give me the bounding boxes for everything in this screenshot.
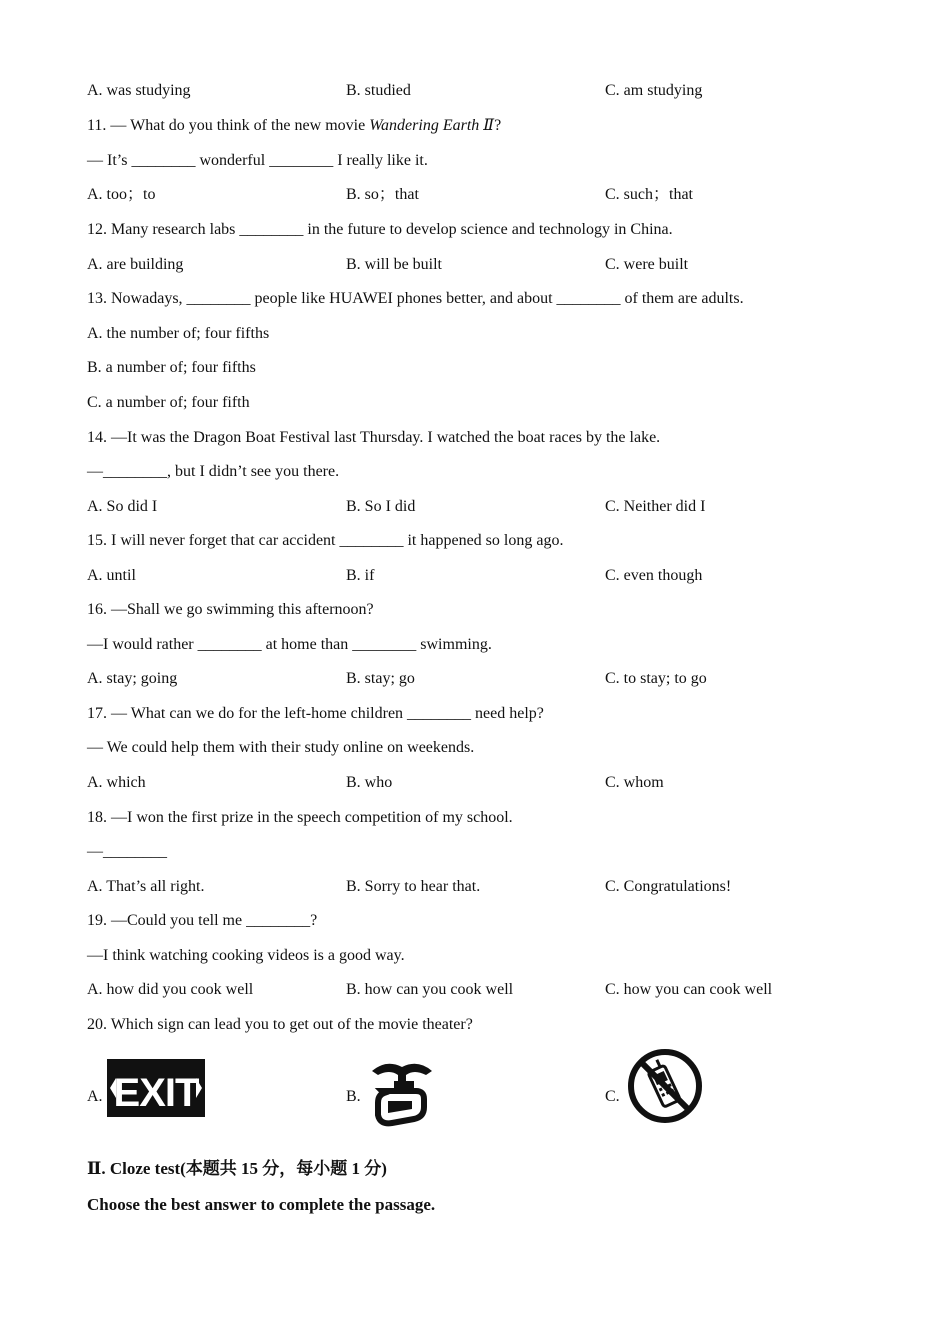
option-a: A. which	[87, 774, 146, 791]
option-a: A. That’s all right.	[87, 878, 205, 895]
option-c: C. how you can cook well	[605, 981, 773, 998]
option-a: A. So did I	[87, 498, 158, 515]
exit-sign-text: EXIT	[113, 1071, 199, 1115]
option-a: A. are building	[87, 256, 184, 273]
question-15: 15. I will never forget that car accident ________ it happened so long ago.	[87, 532, 564, 549]
option-b: B. if	[346, 567, 375, 584]
question-16-reply: —I would rather ________ at home than ________ swimming.	[87, 636, 492, 653]
section-title: Ⅱ. Cloze test(本题共 15 分，每小题 1 分)	[87, 1159, 387, 1178]
question-13: 13. Nowadays, ________ people like HUAWEI phones better, and about ________ of them are adults.	[87, 290, 744, 307]
option-a-label: A.	[87, 1088, 103, 1105]
option-c: C. such；that	[605, 186, 693, 203]
question-19: 19. —Could you tell me ________?	[87, 912, 318, 929]
option-b: B. how can you cook well	[346, 981, 514, 998]
section-instruction: Choose the best answer to complete the passage.	[87, 1195, 436, 1214]
question-19-reply: —I think watching cooking videos is a good way.	[87, 947, 405, 964]
question-14-reply: —________, but I didn’t see you there.	[87, 463, 340, 480]
option-c: C. to stay; to go	[605, 670, 707, 687]
option-b: B. a number of; four fifths	[87, 359, 256, 376]
question-12: 12. Many research labs ________ in the future to develop science and technology in China.	[87, 221, 673, 238]
question-17: 17. — What can we do for the left-home children ________ need help?	[87, 705, 544, 722]
option-c: C. were built	[605, 256, 689, 273]
option-b: B. who	[346, 774, 393, 791]
question-18-reply: —________	[87, 843, 167, 860]
option-a: A. stay; going	[87, 670, 178, 687]
option-c-label: C.	[605, 1088, 620, 1105]
option-c: C. Congratulations!	[605, 878, 732, 895]
option-b: B. will be built	[346, 256, 442, 273]
no-phone-sign-icon	[626, 1047, 704, 1125]
exit-sign-icon	[107, 1053, 205, 1123]
option-c: C. even though	[605, 567, 703, 584]
question-14: 14. —It was the Dragon Boat Festival last Thursday. I watched the boat races by the lake.	[87, 429, 661, 446]
option-c: C. am studying	[605, 82, 703, 99]
option-c: C. Neither did I	[605, 498, 706, 515]
option-a: A. the number of; four fifths	[87, 325, 270, 342]
question-11: 11. — What do you think of the new movie Wandering Earth Ⅱ?	[87, 117, 502, 134]
question-16: 16. —Shall we go swimming this afternoon?	[87, 601, 374, 618]
water-tap-sign-icon	[366, 1057, 438, 1129]
question-17-reply: — We could help them with their study online on weekends.	[87, 739, 475, 756]
option-a: A. too；to	[87, 186, 156, 203]
option-c: C. whom	[605, 774, 664, 791]
option-b: B. studied	[346, 82, 411, 99]
option-a: A. how did you cook well	[87, 981, 254, 998]
question-11-reply: — It’s ________ wonderful ________ I really like it.	[87, 152, 428, 169]
option-a: A. was studying	[87, 82, 191, 99]
option-a: A. until	[87, 567, 136, 584]
option-b: B. so；that	[346, 186, 419, 203]
option-b-label: B.	[346, 1088, 361, 1105]
option-b: B. stay; go	[346, 670, 415, 687]
option-b: B. Sorry to hear that.	[346, 878, 481, 895]
option-b: B. So I did	[346, 498, 416, 515]
question-20: 20. Which sign can lead you to get out of the movie theater?	[87, 1016, 473, 1033]
question-18: 18. —I won the first prize in the speech competition of my school.	[87, 809, 513, 826]
option-c: C. a number of; four fifth	[87, 394, 250, 411]
